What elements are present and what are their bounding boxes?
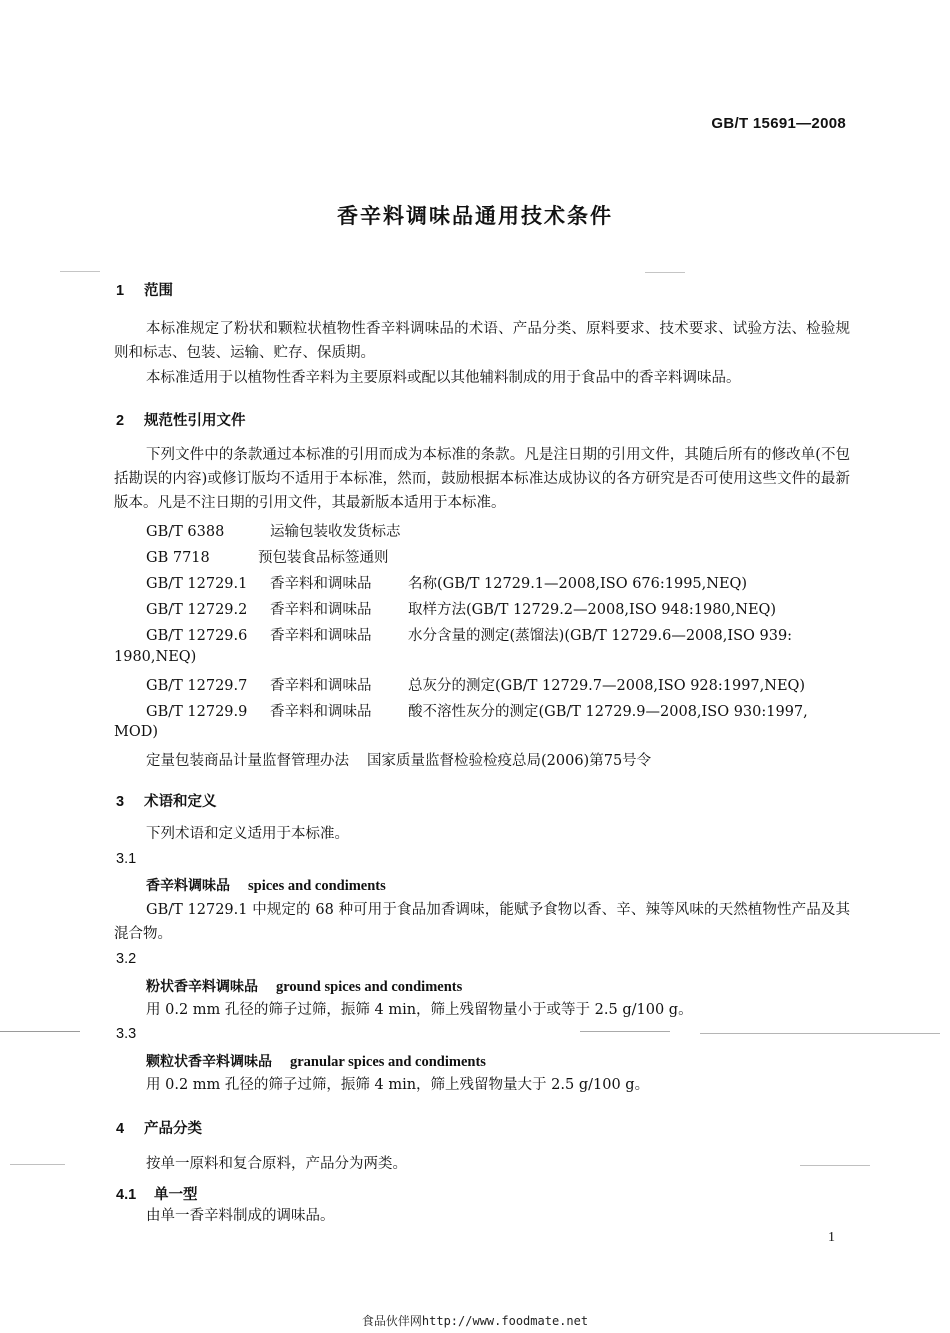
reference-code: GB 7718 [146, 550, 210, 566]
section-title: 范围 [144, 283, 173, 299]
reference-code: GB/T 12729.7 [146, 678, 248, 694]
reference-text: 总灰分的测定(GB/T 12729.7—2008,ISO 928:1997,NEQ) [408, 678, 806, 694]
term-en: granular spices and condiments [290, 1054, 486, 1070]
page-number: 1 [828, 1230, 835, 1245]
scan-speck [800, 1165, 870, 1166]
section-title: 术语和定义 [144, 794, 217, 810]
term-number: 3.1 [116, 851, 137, 867]
scan-speck [0, 1031, 80, 1032]
scan-speck [580, 1031, 670, 1032]
reference-item [146, 546, 389, 567]
scan-speck [10, 1164, 65, 1165]
reference-code: GB/T 12729.6 [146, 628, 248, 644]
section-number: 3 [116, 794, 125, 810]
reference-item [146, 624, 792, 645]
reference-product: 香辛料和调味品 [270, 628, 372, 644]
reference-code: GB/T 6388 [146, 524, 225, 540]
reference-text: 国家质量监督检验检疫总局(2006)第75号令 [367, 753, 652, 769]
reference-text: 取样方法(GB/T 12729.2—2008,ISO 948:1980,NEQ) [408, 602, 777, 618]
reference-continuation: 1980,NEQ) [114, 649, 197, 665]
footer-watermark: 食品伙伴网http://www.foodmate.net [361, 1314, 589, 1328]
reference-item [146, 674, 805, 695]
term-definition: 用 0.2 mm 孔径的筛子过筛，振筛 4 min，筛上残留物量小于或等于 2.5 g/100 g。 [146, 1002, 693, 1018]
section-2-heading [116, 409, 246, 430]
reference-product: 香辛料和调味品 [270, 602, 372, 618]
reference-text: 水分含量的测定(蒸馏法)(GB/T 12729.6—2008,ISO 939: [408, 628, 793, 644]
section-1-paragraph-2: 本标准适用于以植物性香辛料为主要原料或配以其他辅料制成的用于食品中的香辛料调味品。 [146, 370, 741, 386]
reference-item [146, 749, 651, 770]
section-title: 产品分类 [144, 1121, 202, 1137]
reference-continuation: MOD) [114, 724, 159, 740]
reference-code: GB/T 12729.2 [146, 602, 248, 618]
term-number: 3.2 [116, 951, 137, 967]
term-definition: GB/T 12729.1 中规定的 68 种可用于食品加香调味，能赋予食物以香、辛、辣等风味的天然植物性产品及其混合物。 [114, 902, 850, 942]
section-4-heading [116, 1117, 202, 1138]
term-en: spices and condiments [248, 878, 386, 894]
section-1-heading [116, 279, 173, 300]
reference-text: 预包装食品标签通则 [258, 550, 389, 566]
scan-speck [700, 1033, 940, 1034]
subsection-4-1-text: 由单一香辛料制成的调味品。 [146, 1208, 335, 1224]
reference-item [146, 700, 808, 721]
term-definition: 用 0.2 mm 孔径的筛子过筛，振筛 4 min，筛上残留物量大于 2.5 g/100 g。 [146, 1077, 650, 1093]
term-heading [146, 976, 462, 996]
section-2-intro: 下列文件中的条款通过本标准的引用而成为本标准的条款。凡是注日期的引用文件，其随后所有的修改单(不包括勘误的内容)或修订版均不适用于本标准，然而，鼓励根据本标准达成协议的各方研究是否可使用这些文件的最新版本。凡是不注日期的引用文件，其最新版本适用于本标准。 [114, 447, 850, 511]
reference-item [146, 520, 401, 541]
section-number: 4 [116, 1121, 125, 1137]
section-number: 1 [116, 283, 125, 299]
section-4-paragraph: 按单一原料和复合原料，产品分为两类。 [146, 1156, 407, 1172]
section-number: 2 [116, 413, 125, 429]
term-zh: 粉状香辛料调味品 [146, 979, 258, 995]
reference-text: 名称(GB/T 12729.1—2008,ISO 676:1995,NEQ) [408, 576, 748, 592]
reference-text: 酸不溶性灰分的测定(GB/T 12729.9—2008,ISO 930:1997, [408, 704, 808, 720]
reference-product: 香辛料和调味品 [270, 576, 372, 592]
subsection-title: 单一型 [154, 1187, 198, 1203]
reference-text: 运输包装收发货标志 [270, 524, 401, 540]
standard-code: GB/T 15691—2008 [711, 115, 846, 132]
section-1-paragraph-1: 本标准规定了粉状和颗粒状植物性香辛料调味品的术语、产品分类、原料要求、技术要求、试验方法、检验规则和标志、包装、运输、贮存、保质期。 [114, 321, 850, 361]
term-heading [146, 1051, 486, 1071]
reference-code: GB/T 12729.9 [146, 704, 248, 720]
scan-speck [645, 272, 685, 273]
scan-speck [60, 271, 100, 272]
term-en: ground spices and condiments [276, 979, 463, 995]
reference-item [146, 598, 776, 619]
reference-product: 香辛料和调味品 [270, 678, 372, 694]
section-title: 规范性引用文件 [144, 413, 246, 429]
term-zh: 颗粒状香辛料调味品 [146, 1054, 272, 1070]
subsection-number: 4.1 [116, 1187, 137, 1203]
document-title: 香辛料调味品通用技术条件 [337, 204, 613, 228]
term-zh: 香辛料调味品 [146, 878, 230, 894]
reference-code: 定量包装商品计量监督管理办法 [146, 753, 349, 769]
section-3-intro: 下列术语和定义适用于本标准。 [146, 826, 349, 842]
reference-code: GB/T 12729.1 [146, 576, 248, 592]
reference-item [146, 572, 747, 593]
reference-product: 香辛料和调味品 [270, 704, 372, 720]
term-heading [146, 875, 386, 895]
term-number: 3.3 [116, 1026, 137, 1042]
section-3-heading [116, 790, 217, 811]
subsection-4-1-heading [116, 1183, 198, 1204]
